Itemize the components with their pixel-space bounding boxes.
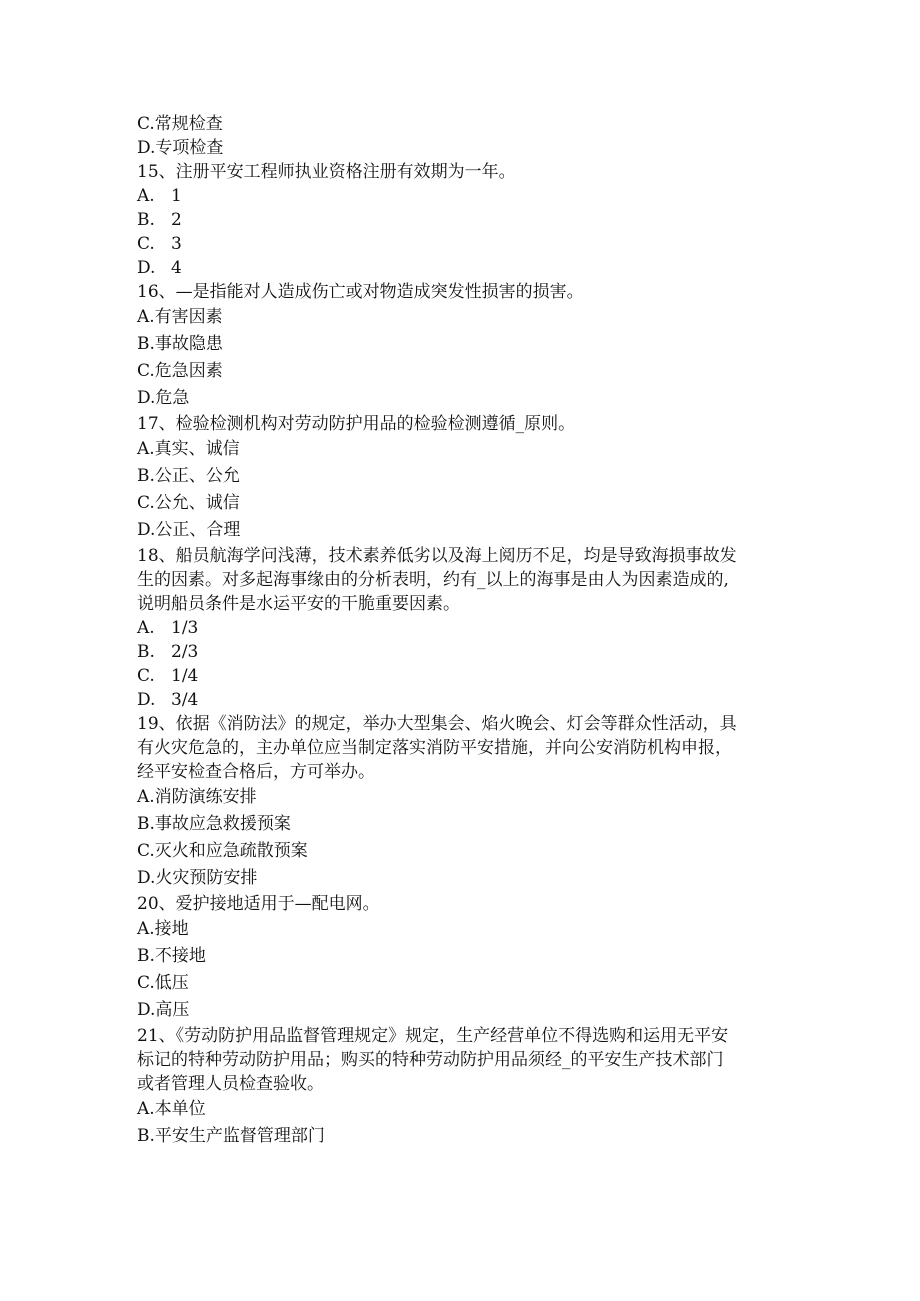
- option-value: 1/3: [171, 618, 199, 638]
- answer-option: A.消防演练安排: [137, 787, 257, 807]
- option-value: 2: [171, 210, 182, 230]
- option-label: A.: [137, 186, 155, 206]
- option-value: 3: [171, 234, 182, 254]
- question-line: 说明船员条件是水运平安的干脆重要因素。: [137, 594, 460, 614]
- question-text: [137, 1024, 797, 1096]
- answer-option: [137, 688, 797, 712]
- answer-option: D.高压: [137, 1000, 190, 1020]
- question-text: [137, 280, 797, 304]
- question-line: 有火灾危急的，主办单位应当制定落实消防平安措施，并向公安消防机构申报，: [137, 738, 732, 758]
- answer-option: B.事故应急救援预案: [137, 814, 291, 834]
- option-label: C.: [137, 234, 155, 254]
- answer-option: [137, 616, 797, 640]
- option-label: B.: [137, 210, 155, 230]
- answer-option: [137, 208, 797, 232]
- answer-option: B.不接地: [137, 946, 206, 966]
- option-label: D.: [137, 258, 156, 278]
- option-value: 1: [171, 186, 182, 206]
- answer-option: B.事故隐患: [137, 334, 223, 354]
- answer-option: [137, 256, 797, 280]
- question-line: 20、爱护接地适用于—配电网。: [137, 894, 380, 914]
- question-text: [137, 412, 797, 436]
- question-line: 标记的特种劳动防护用品；购买的特种劳动防护用品须经_的平安生产技术部门: [137, 1050, 724, 1070]
- question-text: [137, 160, 797, 184]
- answer-option: C.低压: [137, 973, 189, 993]
- answer-option: D.公正、合理: [137, 520, 241, 540]
- question-line: 17、检验检测机构对劳动防护用品的检验检测遵循_原则。: [137, 414, 576, 434]
- question-text: [137, 712, 797, 784]
- answer-option: [137, 232, 797, 256]
- document-page: [137, 112, 797, 1150]
- option-label: A.: [137, 618, 155, 638]
- answer-option: [137, 664, 797, 688]
- answer-option: B.平安生产监督管理部门: [137, 1126, 325, 1146]
- answer-option: C.常规检查: [137, 114, 223, 134]
- option-label: B.: [137, 642, 155, 662]
- question-line: 18、船员航海学问浅薄，技术素养低劣以及海上阅历不足，均是导致海损事故发: [137, 546, 737, 566]
- option-label: C.: [137, 666, 155, 686]
- option-value: 2/3: [171, 642, 199, 662]
- question-line: 21、《劳动防护用品监督管理规定》规定，生产经营单位不得选购和运用无平安: [137, 1026, 729, 1046]
- question-line: 19、依据《消防法》的规定，举办大型集会、焰火晚会、灯会等群众性活动，具: [137, 714, 737, 734]
- option-value: 3/4: [171, 690, 199, 710]
- answer-option: A.真实、诚信: [137, 439, 240, 459]
- answer-option: A.有害因素: [137, 307, 223, 327]
- answer-option: [137, 184, 797, 208]
- question-line: 16、—是指能对人造成伤亡或对物造成突发性损害的损害。: [137, 282, 584, 302]
- question-line: 15、注册平安工程师执业资格注册有效期为一年。: [137, 162, 516, 182]
- answer-option: C.危急因素: [137, 361, 223, 381]
- answer-option: D.火灾预防安排: [137, 868, 258, 888]
- answer-option: A.本单位: [137, 1099, 206, 1119]
- option-value: 4: [171, 258, 182, 278]
- question-line: 生的因素。对多起海事缘由的分析表明，约有_以上的海事是由人为因素造成的,: [137, 570, 729, 590]
- option-value: 1/4: [171, 666, 199, 686]
- question-line: 经平安检查合格后，方可举办。: [137, 762, 375, 782]
- question-line: 或者管理人员检查验收。: [137, 1074, 324, 1094]
- answer-option: B.公正、公允: [137, 466, 240, 486]
- answer-option: D.专项检查: [137, 138, 224, 158]
- question-text: [137, 892, 797, 916]
- option-label: D.: [137, 690, 156, 710]
- answer-option: C.灭火和应急疏散预案: [137, 841, 308, 861]
- answer-option: [137, 640, 797, 664]
- answer-option: A.接地: [137, 919, 189, 939]
- question-text: [137, 544, 797, 616]
- answer-option: D.危急: [137, 388, 190, 408]
- answer-option: C.公允、诚信: [137, 493, 240, 513]
